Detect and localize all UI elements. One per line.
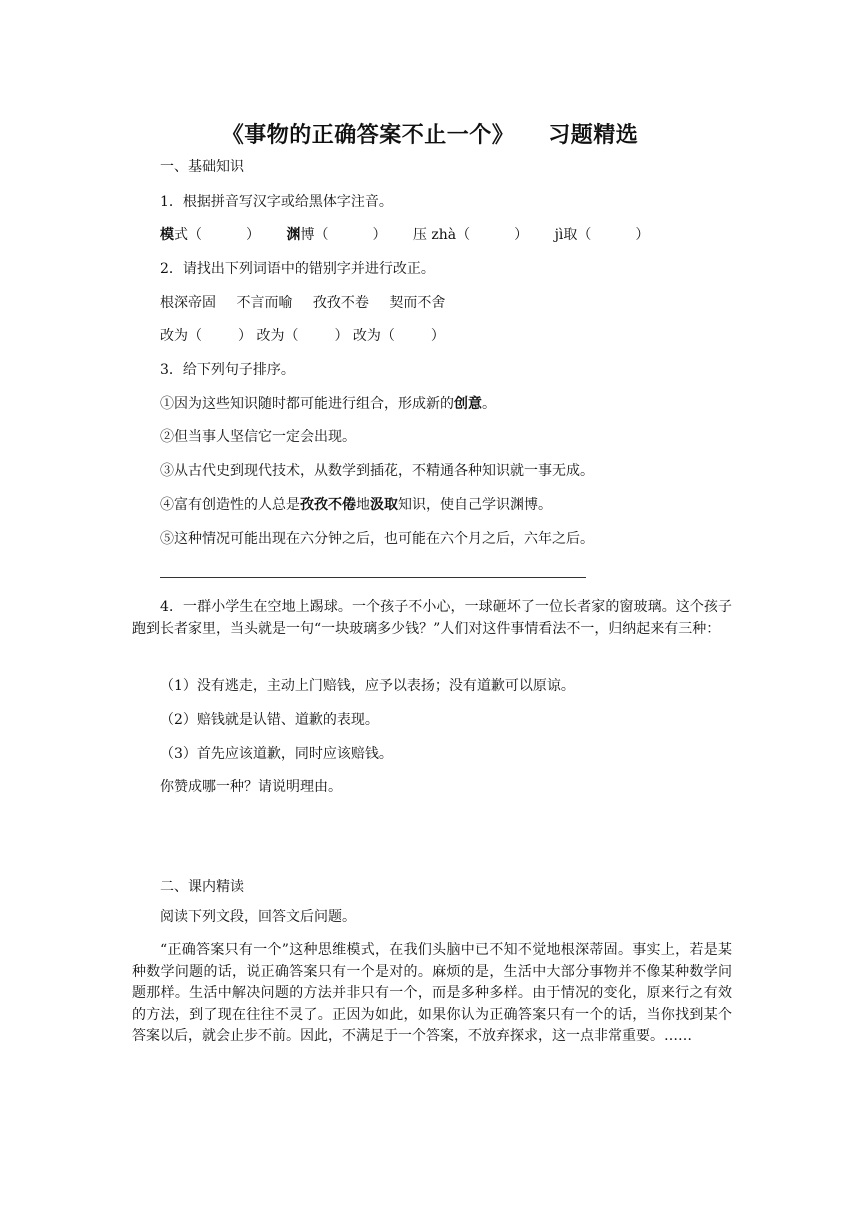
q4-option-3: （3）首先应该道歉，同时应该赔钱。: [160, 746, 393, 762]
q4-option-1: （1）没有逃走，主动上门赔钱，应予以表扬；没有道歉可以原谅。: [160, 678, 575, 694]
q3-sentence-5: ⑤这种情况可能出现在六分钟之后，也可能在六个月之后，六年之后。: [160, 531, 594, 547]
title-main: 《事物的正确答案不止一个》: [221, 123, 515, 148]
q3-sentence-4: ④富有创造性的人总是孜孜不倦地汲取知识，使自己学识渊博。: [160, 497, 552, 513]
q2-word-4: 契而不舍: [389, 295, 446, 311]
title-sub: 习题精选: [548, 123, 639, 148]
q2-fix-3: 改为（ ）: [352, 328, 445, 344]
divider-line: [160, 577, 586, 578]
question-1-prompt: 1．根据拼音写汉字或给黑体字注音。: [160, 194, 393, 210]
q1-item-1: 模式（ ）: [160, 227, 260, 243]
reading-passage: “正确答案只有一个”这种思维模式，在我们头脑中已不知不觉地根深蒂固。事实上，若是某种数学问题的话，说正确答案只有一个是对的。麻烦的是，生活中大部分事物并不像某种数学问题那样。生活中解决问题的方法并非只有一个，而是多种多样。由于情况的变化，原来行之有效的方法，到了现在往往不灵了。正因为如此，如果你认为正确答案只有一个的话，当你找到某个答案以后，就会止步不前。因此，不满足于一个答案，不放弃探求，这一点非常重要。……: [132, 942, 732, 1044]
q2-fix-2: 改为（ ）: [256, 328, 349, 344]
reading-instruction: 阅读下列文段，回答文后问题。: [160, 909, 356, 925]
question-3-prompt: 3．给下列句子排序。: [160, 362, 295, 378]
question-1-items: [160, 226, 649, 244]
q3-sentence-3: ③从古代史到现代技术，从数学到插花，不精通各种知识就一事无成。: [160, 463, 594, 479]
section-basic-heading: 一、基础知识: [160, 159, 244, 175]
q2-word-1: 根深帝固: [160, 295, 216, 311]
q4-ask: 你赞成哪一种？请说明理由。: [160, 779, 342, 795]
page-title: [0, 118, 860, 149]
q2-word-3: 孜孜不卷: [312, 295, 369, 311]
q2-word-2: 不言而喻: [236, 295, 293, 311]
question-2-prompt: 2．请找出下列词语中的错别字并进行改正。: [160, 261, 435, 277]
question-2-fixes: [160, 327, 445, 345]
question-2-words: [160, 294, 445, 312]
section-reading-heading: 二、课内精读: [160, 879, 244, 895]
q4-option-2: （2）赔钱就是认错、道歉的表现。: [160, 712, 379, 728]
q2-fix-1: 改为（ ）: [160, 328, 252, 344]
q1-item-4: jì取（ ）: [554, 227, 650, 243]
question-4-prompt: 4．一群小学生在空地上踢球。一个孩子不小心，一球砸坏了一位长者家的窗玻璃。这个孩子跑到长者家里，当头就是一句“一块玻璃多少钱？”人们对这件事情看法不一，归纳起来有三种：: [132, 599, 732, 637]
q3-sentence-2: ②但当事人坚信它一定会出现。: [160, 429, 356, 445]
q3-sentence-1: ①因为这些知识随时都可能进行组合，形成新的创意。: [160, 396, 496, 412]
q1-item-2: 渊博（ ）: [286, 227, 387, 243]
q1-item-3: 压 zhà（ ）: [412, 227, 529, 243]
